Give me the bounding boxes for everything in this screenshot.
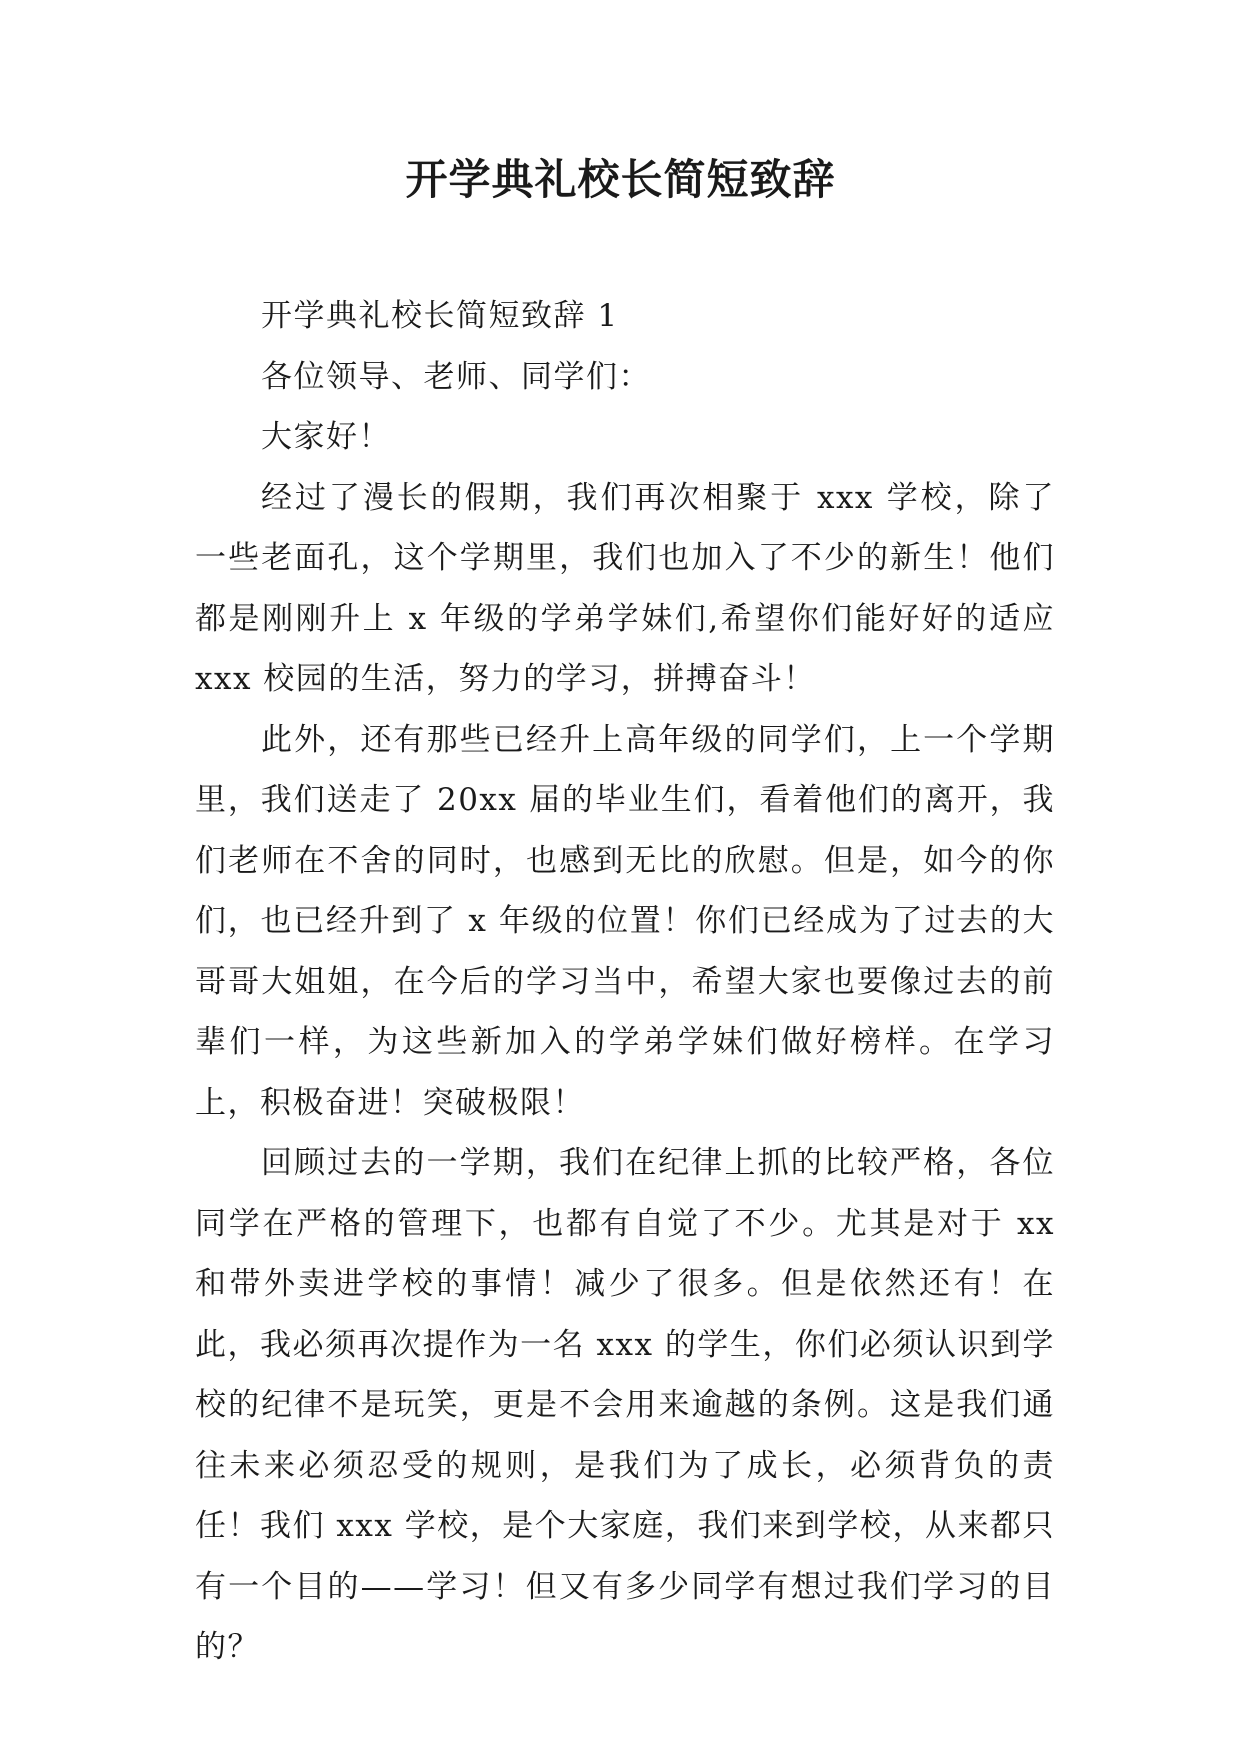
document-body [195, 286, 1055, 1678]
salutation: 各位领导、老师、同学们： [261, 358, 651, 395]
document-title: 开学典礼校长简短致辞 [405, 155, 836, 204]
greeting: 大家好！ [261, 419, 391, 455]
body-paragraph: 经过了漫长的假期，我们再次相聚于 xxx 学校，除了一些老面孔，这个学期里，我们也加入了不少的新生！他们都是刚刚升上 x 年级的学弟学妹们,希望你们能好好的适应 xxx 校园的生活，努力的学习，拼搏奋斗！ [195, 479, 1055, 697]
body-paragraph: 此外，还有那些已经升上高年级的同学们，上一个学期里，我们送走了 20xx 届的毕业生们，看着他们的离开，我们老师在不舍的同时，也感到无比的欣慰。但是，如今的你们，也已经升到了 x 年级的位置！你们已经成为了过去的大哥哥大姐姐，在今后的学习当中，希望大家也要像过去的前辈们一样，为这些新加入的学弟学妹们做好榜样。在学习上，积极奋进！突破极限！ [195, 721, 1055, 1121]
body-paragraph: 回顾过去的一学期，我们在纪律上抓的比较严格，各位同学在严格的管理下，也都有自觉了不少。尤其是对于 xx 和带外卖进学校的事情！减少了很多。但是依然还有！在此，我必须再次提作为一名 xxx 的学生，你们必须认识到学校的纪律不是玩笑，更是不会用来逾越的条例。这是我们通往未来必须忍受的规则，是我们为了成长，必须背负的责任！我们 xxx 学校，是个大家庭，我们来到学校，从来都只有一个目的——学习！但又有多少同学有想过我们学习的目的？ [195, 1145, 1055, 1665]
section-heading: 开学典礼校长简短致辞 1 [261, 298, 619, 334]
